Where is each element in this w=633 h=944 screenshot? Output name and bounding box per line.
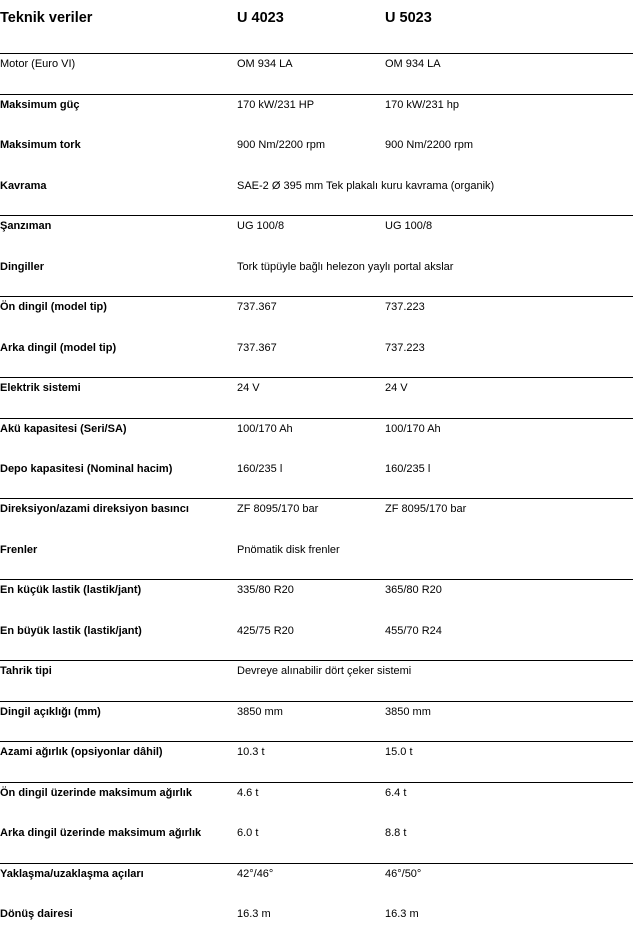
row-value-shared: Pnömatik disk frenler	[237, 544, 340, 556]
row-value-u4023: 900 Nm/2200 rpm	[237, 139, 326, 151]
row-value-u4023: 3850 mm	[237, 706, 283, 718]
table-row	[0, 621, 633, 661]
row-value-u5023: 8.8 t	[385, 827, 407, 839]
row-label: Elektrik sistemi	[0, 382, 81, 394]
header-label: Teknik veriler	[0, 10, 93, 26]
row-label: Azami ağırlık (opsiyonlar dâhil)	[0, 746, 163, 758]
row-value-u5023: 3850 mm	[385, 706, 431, 718]
row-label: Dönüş dairesi	[0, 908, 73, 920]
row-value-u5023: 365/80 R20	[385, 584, 442, 596]
row-value-u5023: 15.0 t	[385, 746, 413, 758]
table-row	[0, 904, 633, 944]
table-row	[0, 661, 633, 702]
row-label: Maksimum tork	[0, 139, 81, 151]
header-model-u5023: U 5023	[385, 10, 432, 26]
row-value-u5023: OM 934 LA	[385, 58, 441, 70]
row-value-u5023: 6.4 t	[385, 787, 407, 799]
row-value-u5023: 900 Nm/2200 rpm	[385, 139, 474, 151]
row-value-u5023: 160/235 l	[385, 463, 431, 475]
row-value-u4023: 160/235 l	[237, 463, 283, 475]
table-row	[0, 864, 633, 904]
row-label: Maksimum güç	[0, 99, 80, 111]
row-label: Kavrama	[0, 180, 47, 192]
row-value-u4023: 6.0 t	[237, 827, 259, 839]
row-value-u4023: 170 kW/231 HP	[237, 99, 315, 111]
row-label: En küçük lastik (lastik/jant)	[0, 584, 142, 596]
table-row	[0, 378, 633, 419]
row-label: Arka dingil (model tip)	[0, 342, 117, 354]
table-row	[0, 419, 633, 459]
row-value-u5023: 170 kW/231 hp	[385, 99, 459, 111]
row-value-u5023: ZF 8095/170 bar	[385, 503, 467, 515]
row-label: Dingil açıklığı (mm)	[0, 706, 101, 718]
row-value-u5023: 24 V	[385, 382, 408, 394]
table-row	[0, 216, 633, 257]
row-value-u4023: 425/75 R20	[237, 625, 294, 637]
row-value-u5023: 16.3 m	[385, 908, 419, 920]
row-value-u4023: 4.6 t	[237, 787, 259, 799]
row-value-u4023: 16.3 m	[237, 908, 271, 920]
row-value-u4023: UG 100/8	[237, 220, 285, 232]
table-row	[0, 823, 633, 864]
row-label: Depo kapasitesi (Nominal hacim)	[0, 463, 173, 475]
row-value-shared: Devreye alınabilir dört çeker sistemi	[237, 665, 412, 677]
table-row	[0, 580, 633, 621]
table-row	[0, 459, 633, 499]
table-row	[0, 783, 633, 823]
table-row	[0, 499, 633, 540]
row-value-u5023: 737.223	[385, 301, 425, 313]
row-value-u4023: 737.367	[237, 342, 277, 354]
header-model-u4023: U 4023	[237, 10, 284, 26]
table-row	[0, 540, 633, 580]
row-label: Şanzıman	[0, 220, 52, 232]
row-label: Ön dingil (model tip)	[0, 301, 107, 313]
row-value-u5023: 455/70 R24	[385, 625, 442, 637]
row-value-u4023: 100/170 Ah	[237, 423, 293, 435]
table-row	[0, 338, 633, 378]
row-value-shared: SAE-2 Ø 395 mm Tek plakalı kuru kavrama (organik)	[237, 180, 495, 192]
row-value-u5023: UG 100/8	[385, 220, 433, 232]
row-label: Ön dingil üzerinde maksimum ağırlık	[0, 787, 192, 799]
row-label: En büyük lastik (lastik/jant)	[0, 625, 142, 637]
table-header	[0, 0, 633, 54]
row-label: Frenler	[0, 544, 38, 556]
row-value-u5023: 737.223	[385, 342, 425, 354]
row-value-u4023: ZF 8095/170 bar	[237, 503, 319, 515]
row-value-u4023: 10.3 t	[237, 746, 265, 758]
row-label: Dingiller	[0, 261, 45, 273]
row-value-u4023: OM 934 LA	[237, 58, 293, 70]
row-value-u4023: 335/80 R20	[237, 584, 294, 596]
row-value-u4023: 737.367	[237, 301, 277, 313]
row-label: Akü kapasitesi (Seri/SA)	[0, 423, 127, 435]
table-row	[0, 176, 633, 216]
table-row	[0, 95, 633, 135]
row-value-shared: Tork tüpüyle bağlı helezon yaylı portal akslar	[237, 261, 454, 273]
row-value-u5023: 100/170 Ah	[385, 423, 441, 435]
row-value-u4023: 42°/46°	[237, 868, 274, 880]
row-value-u4023: 24 V	[237, 382, 260, 394]
table-row	[0, 135, 633, 176]
row-label: Direksiyon/azami direksiyon basıncı	[0, 503, 189, 515]
row-label: Arka dingil üzerinde maksimum ağırlık	[0, 827, 202, 839]
table-row	[0, 297, 633, 338]
table-row	[0, 702, 633, 742]
table-row	[0, 54, 633, 95]
row-label: Tahrik tipi	[0, 665, 52, 677]
row-label: Yaklaşma/uzaklaşma açıları	[0, 868, 144, 880]
row-value-u5023: 46°/50°	[385, 868, 422, 880]
table-row	[0, 257, 633, 297]
table-row	[0, 742, 633, 783]
row-label: Motor (Euro VI)	[0, 58, 76, 70]
